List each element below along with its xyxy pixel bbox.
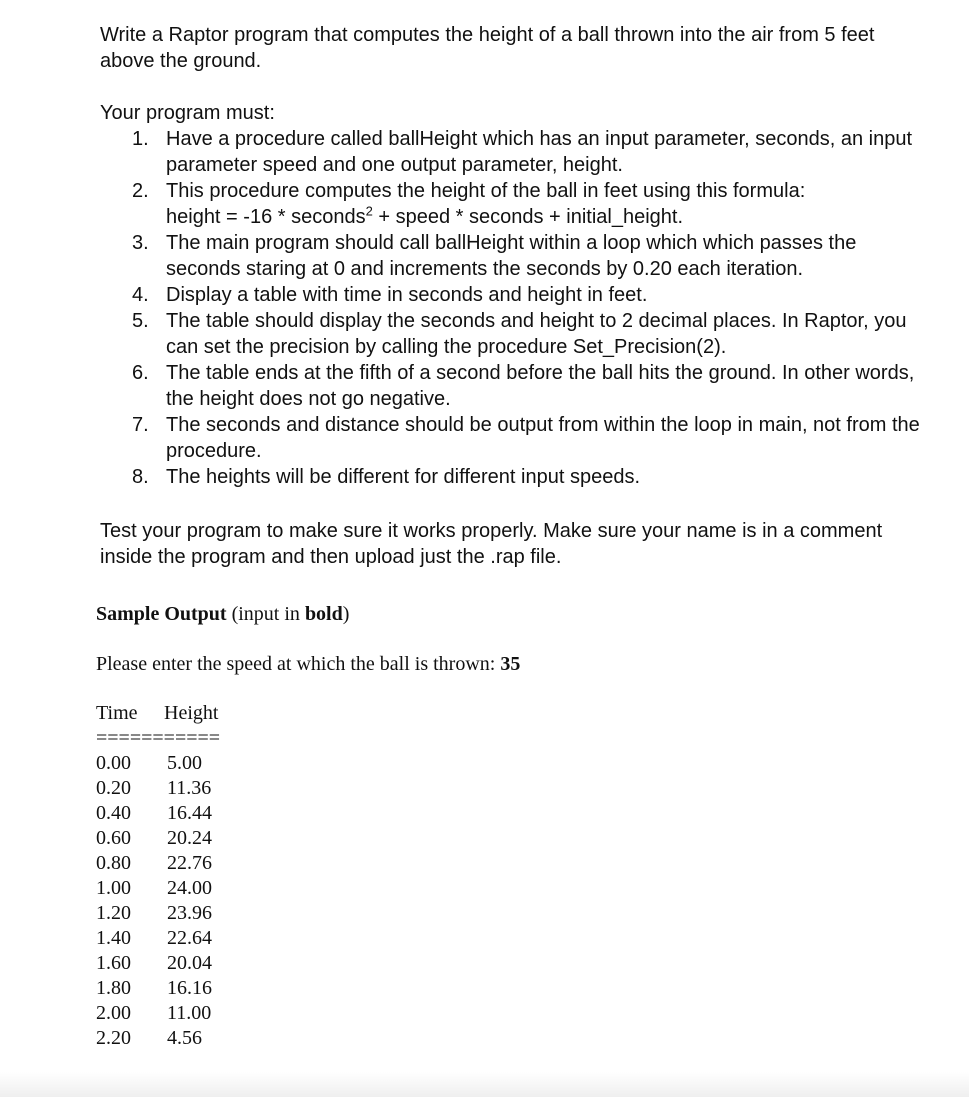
sample-heading-open: (input in [226,603,305,625]
cell-time: 1.60 [96,952,131,974]
cell-height: 20.04 [167,952,212,974]
table-row [96,776,212,801]
cell-time: 2.20 [96,1027,131,1049]
requirement-item-3 [132,230,922,282]
requirements-heading: Your program must: [100,102,275,124]
requirement-text: The table ends at the fifth of a second before the ball hits the ground. In other words, the height does not go negative. [166,362,915,410]
cell-time: 2.00 [96,1002,131,1024]
cell-height: 24.00 [167,877,212,899]
page-bottom-shadow [0,1072,969,1097]
cell-time: 0.60 [96,827,131,849]
table-row [96,976,212,1001]
test-paragraph: Test your program to make sure it works properly. Make sure your name is in a comment inside the program and then upload just the .rap file. [100,520,883,568]
output-table-rows [96,751,212,1051]
formula-part-b: + speed * seconds + initial_height. [372,206,684,228]
cell-height: 22.76 [167,852,212,874]
column-header-height: Height [164,702,219,724]
requirement-number: 7. [132,414,149,436]
table-row [96,926,212,951]
requirement-item-8 [132,464,922,490]
table-row [96,876,212,901]
cell-time: 0.80 [96,852,131,874]
requirement-text: The heights will be different for different input speeds. [166,466,640,488]
input-prompt-line [96,652,520,677]
cell-time: 0.20 [96,777,131,799]
requirement-text: The main program should call ballHeight within a loop which which passes the seconds staring at 0 and increments the seconds by 0.20 each iteration. [166,232,857,280]
requirement-number: 2. [132,180,149,202]
cell-time: 1.20 [96,902,131,924]
requirement-item-4 [132,282,922,308]
input-prompt: Please enter the speed at which the ball is thrown: [96,653,501,675]
requirement-text: The seconds and distance should be output from within the loop in main, not from the procedure. [166,414,920,462]
requirement-item-6 [132,360,922,412]
cell-height: 4.56 [167,1027,202,1049]
input-value: 35 [500,653,521,675]
cell-time: 1.80 [96,977,131,999]
sample-heading-close: ) [342,603,350,625]
output-table-header [96,701,218,726]
formula-part-a: height = -16 * seconds [166,206,366,228]
cell-height: 22.64 [167,927,212,949]
intro-paragraph: Write a Raptor program that computes the height of a ball thrown into the air from 5 feet above the ground. [100,24,875,72]
requirement-text: The table should display the seconds and height to 2 decimal places. In Raptor, you can set the precision by calling the procedure Set_Precision(2). [166,310,907,358]
cell-height: 23.96 [167,902,212,924]
table-row [96,1001,212,1026]
requirement-item-2 [132,178,922,230]
cell-time: 0.00 [96,752,131,774]
requirement-number: 5. [132,310,149,332]
requirement-text: Have a procedure called ballHeight which has an input parameter, seconds, an input parameter speed and one output parameter, height. [166,128,913,176]
table-row [96,751,212,776]
cell-time: 1.40 [96,927,131,949]
requirement-number: 8. [132,466,149,488]
table-row [96,951,212,976]
cell-height: 20.24 [167,827,212,849]
table-row [96,1026,212,1051]
cell-height: 5.00 [167,752,202,774]
requirements-list [132,126,922,490]
formula-exponent: 2 [365,203,373,219]
sample-heading-bold-word: bold [304,603,343,625]
sample-output-heading [96,602,349,627]
table-row [96,826,212,851]
cell-height: 16.16 [167,977,212,999]
requirement-item-5 [132,308,922,360]
table-row [96,851,212,876]
cell-time: 1.00 [96,877,131,899]
table-row [96,801,212,826]
sample-heading-bold: Sample Output [96,603,227,625]
requirement-number: 1. [132,128,149,150]
cell-height: 11.36 [167,777,212,799]
requirement-text: Display a table with time in seconds and height in feet. [166,284,648,306]
cell-height: 16.44 [167,802,212,824]
cell-time: 0.40 [96,802,131,824]
column-header-time: Time [96,702,138,724]
requirement-number: 3. [132,232,149,254]
requirement-number: 4. [132,284,149,306]
cell-height: 11.00 [167,1002,212,1024]
requirement-number: 6. [132,362,149,384]
requirement-text: This procedure computes the height of the ball in feet using this formula: [166,180,806,202]
requirement-item-7 [132,412,922,464]
requirement-item-1 [132,126,922,178]
table-row [96,901,212,926]
table-separator: =========== [96,727,221,749]
